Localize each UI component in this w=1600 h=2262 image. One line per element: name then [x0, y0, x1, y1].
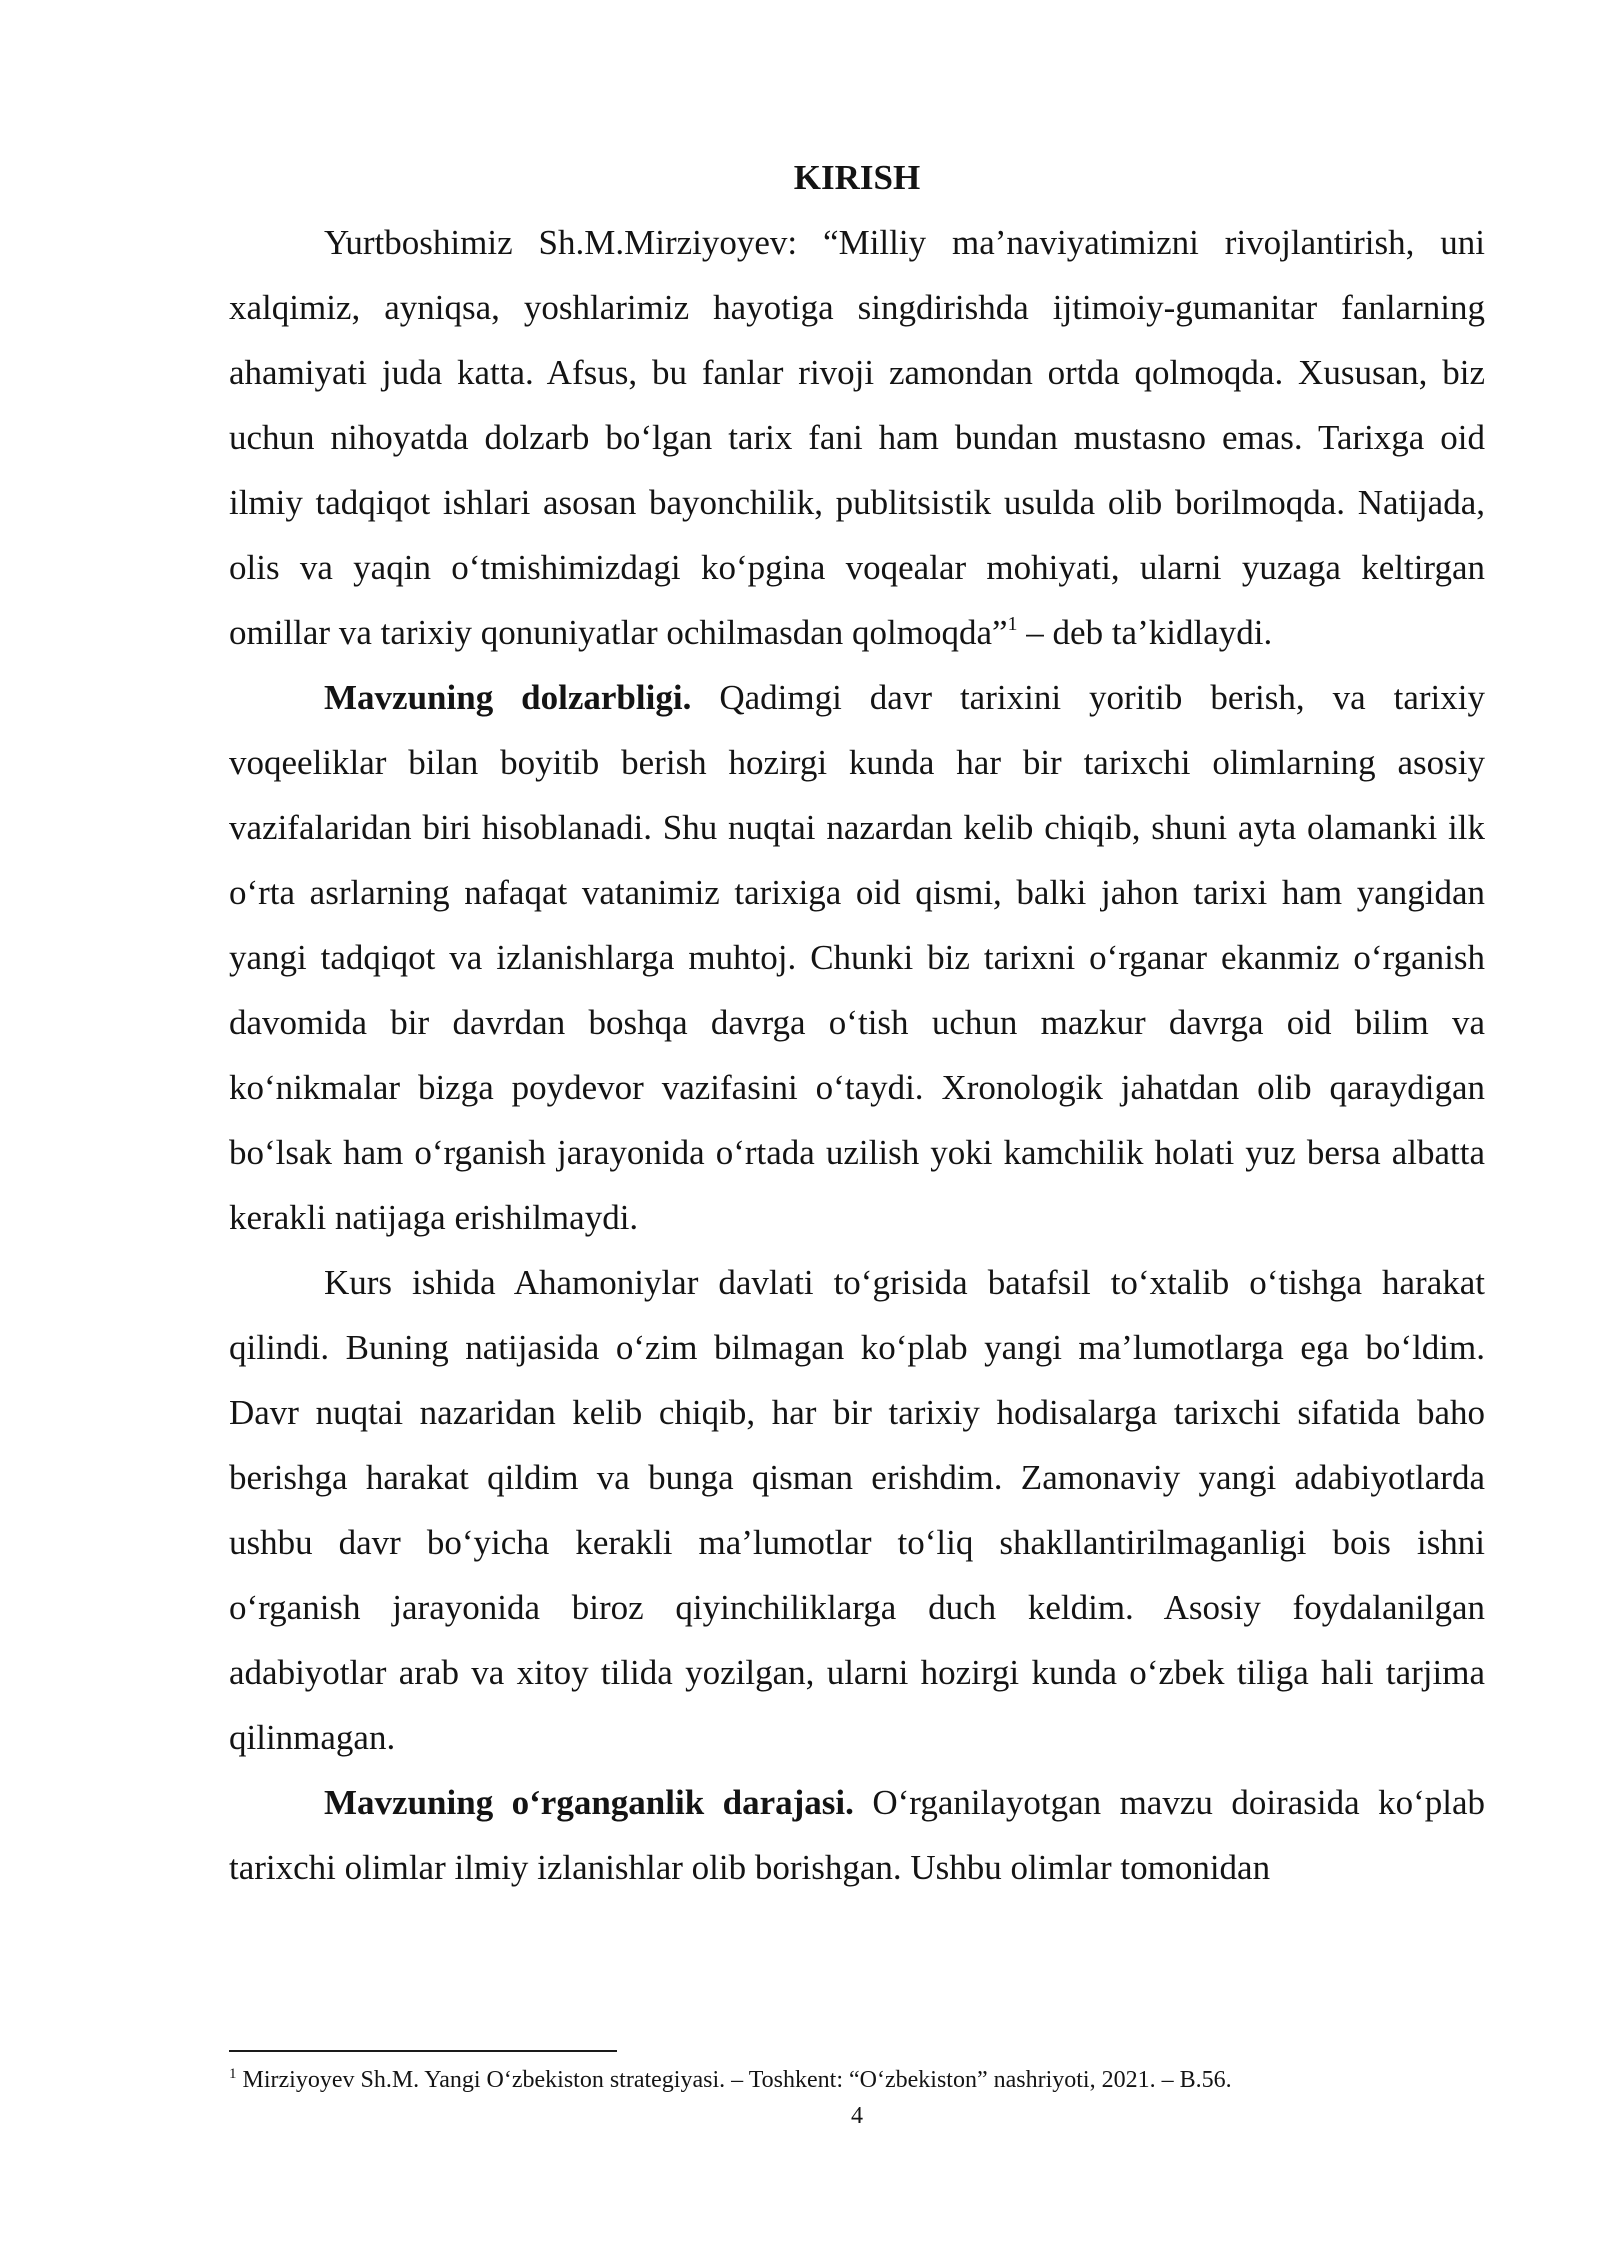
section-heading: KIRISH: [793, 158, 921, 197]
footnote-number: 1: [229, 2066, 237, 2082]
paragraph-course-work: [229, 1250, 1485, 1770]
study-level-heading: Mavzuning o‘rganganlik darajasi.: [324, 1783, 854, 1822]
footnote: [229, 2064, 1485, 2096]
page-number: 4: [851, 2103, 863, 2129]
footnote-reference[interactable]: 1: [1007, 613, 1018, 635]
study-level-text: O‘rganilayotgan mavzu doirasida ko‘plab tarixchi olimlar ilmiy izlanishlar olib borishgan. Ushbu olimlar tomonidan: [229, 1783, 1485, 1887]
relevance-heading: Mavzuning dolzarbligi.: [324, 678, 692, 717]
paragraph-study-level: [229, 1770, 1485, 1900]
quote-attribution: – deb ta’kidlaydi.: [1017, 613, 1273, 652]
course-work-text: Kurs ishida Ahamoniylar davlati to‘grisida batafsil to‘xtalib o‘tishga harakat qilindi. Buning natijasida o‘zim bilmagan ko‘plab yangi ma’lumotlarga ega bo‘ldim. Davr nuqtai nazaridan kelib chiqib, har bir tarixiy hodisalarga tarixchi sifatida baho berishga harakat qildim va bunga qisman erishdim. Zamonaviy yangi adabiyotlarda ushbu davr bo‘yicha kerakli ma’lumotlar to‘liq shakllantirilmaganligi bois ishni o‘rganish jarayonida biroz qiyinchiliklarga duch keldim. Asosiy foydalanilgan adabiyotlar arab va xitoy tilida yozilgan, ularni hozirgi kunda o‘zbek tiliga hali tarjima qilinmagan.: [229, 1263, 1485, 1757]
page-body: [229, 148, 1485, 1900]
footnote-text: Mirziyoyev Sh.M. Yangi O‘zbekiston strategiyasi. – Toshkent: “O‘zbekiston” nashriyoti, 2021. – B.56.: [236, 2067, 1232, 2093]
footnote-separator: [229, 2050, 617, 2052]
paragraph-relevance: [229, 665, 1485, 1250]
quote-text: Yurtboshimiz Sh.M.Mirziyoyev: “Milliy ma’naviyatimizni rivojlantirish, uni xalqimiz, ayniqsa, yoshlarimiz hayotiga singdirishda ijtimoiy-gumanitar fanlarning ahamiyati juda katta. Afsus, bu fanlar rivoji zamondan ortda qolmoqda. Xususan, biz uchun nihoyatda dolzarb bo‘lgan tarix fani ham bundan mustasno emas. Tarixga oid ilmiy tadqiqot ishlari asosan bayonchilik, publitsistik usulda olib borilmoqda. Natijada, olis va yaqin o‘tmishimizdagi ko‘pgina voqealar mohiyati, ularni yuzaga keltirgan omillar va tarixiy qonuniyatlar ochilmasdan qolmoqda”: [229, 223, 1485, 652]
relevance-text: Qadimgi davr tarixini yoritib berish, va tarixiy voqeeliklar bilan boyitib berish hozirgi kunda har bir tarixchi olimlarning asosiy vazifalaridan biri hisoblanadi. Shu nuqtai nazardan kelib chiqib, shuni ayta olamanki ilk o‘rta asrlarning nafaqat vatanimiz tarixiga oid qismi, balki jahon tarixi ham yangidan yangi tadqiqot va izlanishlarga muhtoj. Chunki biz tarixni o‘rganar ekanmiz o‘rganish davomida bir davrdan boshqa davrga o‘tish uchun mazkur davrga oid bilim va ko‘nikmalar bizga poydevor vazifasini o‘taydi. Xronologik jahatdan olib qaraydigan bo‘lsak ham o‘rganish jarayonida o‘rtada uzilish yoki kamchilik holati yuz bersa albatta kerakli natijaga erishilmaydi.: [229, 678, 1485, 1237]
paragraph-intro-quote: [229, 210, 1485, 665]
